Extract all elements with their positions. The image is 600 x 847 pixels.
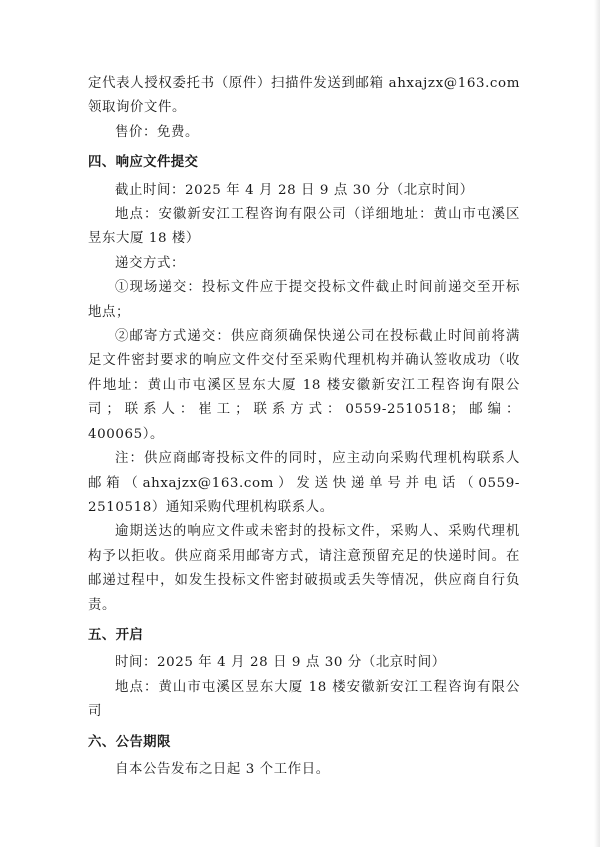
paragraph-late-delivery: 逾期送达的响应文件或未密封的投标文件，采购人、采购代理机构予以拒收。供应商采用邮寄方式，请注意预留充足的快递时间。在邮递过程中，如发生投标文件密封破损或丢失等情况，供应商自行负责。 xyxy=(88,524,520,613)
paragraph-open-time: 时间：2025 年 4 月 28 日 9 点 30 分（北京时间） xyxy=(115,655,446,671)
paragraph-method-onsite: ①现场递交：投标文件应于提交投标文件截止时间前递交至开标地点； xyxy=(88,280,520,320)
paragraph-price: 售价：免费。 xyxy=(115,124,199,140)
page-edge-shadow xyxy=(594,0,600,847)
paragraph-deadline: 截止时间：2025 年 4 月 28 日 9 点 30 分（北京时间） xyxy=(115,182,474,198)
paragraph-method-mail: ②邮寄方式递交：供应商须确保快递公司在投标截止时间前将满足文件密封要求的响应文件交付至采购代理机构并确认签收成功（收件地址：黄山市屯溪区昱东大厦 18 楼安徽新安江工程咨询有限公司；联系人：崔工；联系方式：0559-2510518；邮编：400065）。 xyxy=(88,329,520,442)
section-heading-notice-period: 六、公告期限 xyxy=(88,734,171,750)
paragraph-note: 注：供应商邮寄投标文件的同时，应主动向采购代理机构联系人邮箱（ahxajzx@163.com）发送快递单号并电话（0559-2510518）通知采购代理机构联系人。 xyxy=(88,451,520,515)
document-body xyxy=(88,72,520,782)
paragraph-open-location: 地点：黄山市屯溪区昱东大厦 18 楼安徽新安江工程咨询有限公司 xyxy=(88,679,520,720)
paragraph-notice-period: 自本公告发布之日起 3 个工作日。 xyxy=(115,761,330,777)
paragraph-location: 地点：安徽新安江工程咨询有限公司（详细地址：黄山市屯溪区昱东大厦 18 楼） xyxy=(88,207,520,247)
paragraph-method-label: 递交方式： xyxy=(115,255,185,271)
paragraph-email-instruction: 定代表人授权委托书（原件）扫描件发送到邮箱 ahxajzx@163.com 领取询价文件。 xyxy=(88,76,520,116)
section-heading-submission: 四、响应文件提交 xyxy=(88,155,199,171)
section-heading-opening: 五、开启 xyxy=(88,627,144,643)
